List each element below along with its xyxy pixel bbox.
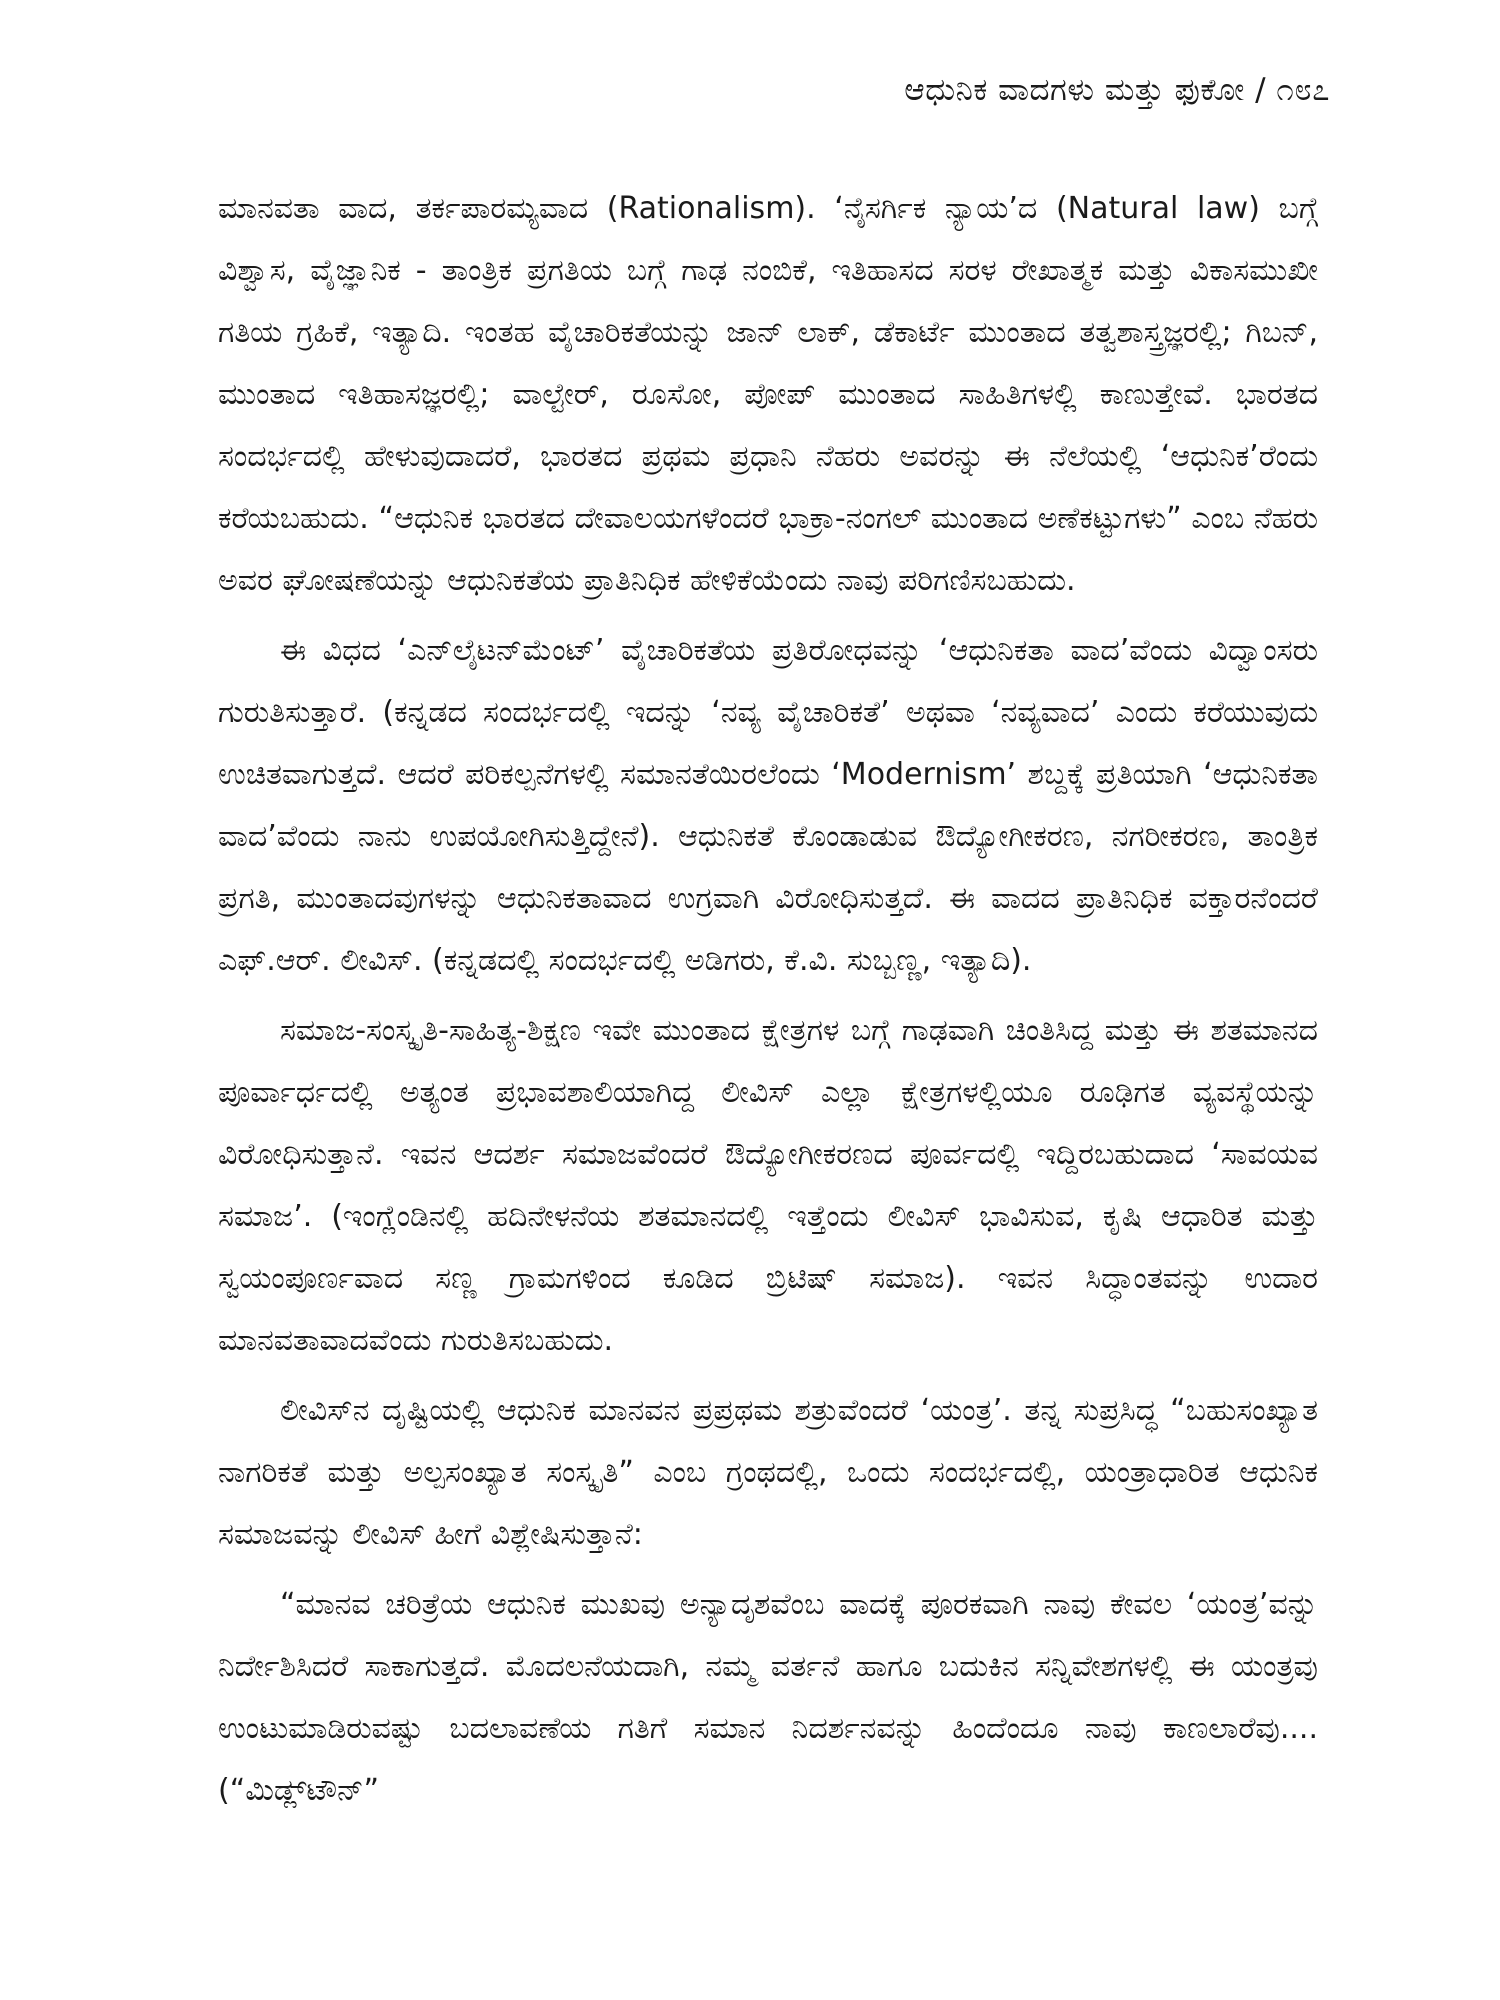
paragraph-3: ಸಮಾಜ-ಸಂಸ್ಕೃತಿ-ಸಾಹಿತ್ಯ-ಶಿಕ್ಷಣ ಇವೇ ಮುಂತಾದ ಕ್ಷೇತ್ರಗಳ ಬಗ್ಗೆ ಗಾಢವಾಗಿ ಚಿಂತಿಸಿದ್ದ ಮತ್ತು ಈ ಶತಮಾನದ ಪೂರ್ವಾರ್ಧದಲ್ಲಿ ಅತ್ಯಂತ ಪ್ರಭಾವಶಾಲಿಯಾಗಿದ್ದ ಲೀವಿಸ್ ಎಲ್ಲಾ ಕ್ಷೇತ್ರಗಳಲ್ಲಿಯೂ ರೂಢಿಗತ ವ್ಯವಸ್ಥೆಯನ್ನು ವಿರೋಧಿಸುತ್ತಾನೆ. ಇವನ ಆದರ್ಶ ಸಮಾಜವೆಂದರೆ ಔದ್ಯೋಗೀಕರಣದ ಪೂರ್ವದಲ್ಲಿ ಇದ್ದಿರಬಹುದಾದ ‘ಸಾವಯವ ಸಮಾಜ’. (ಇಂಗ್ಲೆಂಡಿನಲ್ಲಿ ಹದಿನೇಳನೆಯ ಶತಮಾನದಲ್ಲಿ ಇತ್ತೆಂದು ಲೀವಿಸ್ ಭಾವಿಸುವ, ಕೃಷಿ ಆಧಾರಿತ ಮತ್ತು ಸ್ವಯಂಪೂರ್ಣವಾದ ಸಣ್ಣ ಗ್ರಾಮಗಳಿಂದ ಕೂಡಿದ ಬ್ರಿಟಿಷ್ ಸಮಾಜ). ಇವನ ಸಿದ್ಧಾಂತವನ್ನು ಉದಾರ ಮಾನವತಾವಾದವೆಂದು ಗುರುತಿಸಬಹುದು. xyxy=(218,1013,1318,1358)
paragraph-4: ಲೀವಿಸ್‌ನ ದೃಷ್ಟಿಯಲ್ಲಿ ಆಧುನಿಕ ಮಾನವನ ಪ್ರಪ್ರಥಮ ಶತ್ರುವೆಂದರೆ ‘ಯಂತ್ರ’. ತನ್ನ ಸುಪ್ರಸಿದ್ಧ “ಬಹುಸಂಖ್ಯಾತ ನಾಗರಿಕತೆ ಮತ್ತು ಅಲ್ಪಸಂಖ್ಯಾತ ಸಂಸ್ಕೃತಿ” ಎಂಬ ಗ್ರಂಥದಲ್ಲಿ, ಒಂದು ಸಂದರ್ಭದಲ್ಲಿ, ಯಂತ್ರಾಧಾರಿತ ಆಧುನಿಕ ಸಮಾಜವನ್ನು ಲೀವಿಸ್ ಹೀಗೆ ವಿಶ್ಲೇಷಿಸುತ್ತಾನೆ: xyxy=(218,1393,1318,1552)
paragraph-1: ಮಾನವತಾ ವಾದ, ತರ್ಕಪಾರಮ್ಯವಾದ (Rationalism). ‘ನೈಸರ್ಗಿಕ ನ್ಯಾಯ’ದ (Natural law) ಬಗ್ಗೆ ವಿಶ್ವಾಸ, ವೈಜ್ಞಾನಿಕ - ತಾಂತ್ರಿಕ ಪ್ರಗತಿಯ ಬಗ್ಗೆ ಗಾಢ ನಂಬಿಕೆ, ಇತಿಹಾಸದ ಸರಳ ರೇಖಾತ್ಮಕ ಮತ್ತು ವಿಕಾಸಮುಖೀ ಗತಿಯ ಗ್ರಹಿಕೆ, ಇತ್ಯಾದಿ. ಇಂತಹ ವೈಚಾರಿಕತೆಯನ್ನು ಜಾನ್ ಲಾಕ್, ಡೆಕಾರ್ಟೆ ಮುಂತಾದ ತತ್ವಶಾಸ್ತ್ರಜ್ಞರಲ್ಲಿ; ಗಿಬನ್, ಮುಂತಾದ ಇತಿಹಾಸಜ್ಞರಲ್ಲಿ; ವಾಲ್ಟೇರ್, ರೂಸೋ, ಪೋಪ್ ಮುಂತಾದ ಸಾಹಿತಿಗಳಲ್ಲಿ ಕಾಣುತ್ತೇವೆ. ಭಾರತದ ಸಂದರ್ಭದಲ್ಲಿ ಹೇಳುವುದಾದರೆ, ಭಾರತದ ಪ್ರಥಮ ಪ್ರಧಾನಿ ನೆಹರು ಅವರನ್ನು ಈ ನೆಲೆಯಲ್ಲಿ ‘ಆಧುನಿಕ’ರೆಂದು ಕರೆಯಬಹುದು. “ಆಧುನಿಕ ಭಾರತದ ದೇವಾಲಯಗಳೆಂದರೆ ಭಾಕ್ರಾ-ನಂಗಲ್ ಮುಂತಾದ ಅಣೆಕಟ್ಟುಗಳು” ಎಂಬ ನೆಹರು ಅವರ ಘೋಷಣೆಯನ್ನು ಆಧುನಿಕತೆಯ ಪ್ರಾತಿನಿಧಿಕ ಹೇಳಿಕೆಯೆಂದು ನಾವು ಪರಿಗಣಿಸಬಹುದು. xyxy=(218,191,1318,598)
body-text xyxy=(218,178,1318,1822)
paragraph-5-quote: “ಮಾನವ ಚರಿತ್ರೆಯ ಆಧುನಿಕ ಮುಖವು ಅನ್ಯಾದೃಶವೆಂಬ ವಾದಕ್ಕೆ ಪೂರಕವಾಗಿ ನಾವು ಕೇವಲ ‘ಯಂತ್ರ’ವನ್ನು ನಿರ್ದೇಶಿಸಿದರೆ ಸಾಕಾಗುತ್ತದೆ. ಮೊದಲನೆಯದಾಗಿ, ನಮ್ಮ ವರ್ತನೆ ಹಾಗೂ ಬದುಕಿನ ಸನ್ನಿವೇಶಗಳಲ್ಲಿ ಈ ಯಂತ್ರವು ಉಂಟುಮಾಡಿರುವಷ್ಟು ಬದಲಾವಣೆಯ ಗತಿಗೆ ಸಮಾನ ನಿದರ್ಶನವನ್ನು ಹಿಂದೆಂದೂ ನಾವು ಕಾಣಲಾರೆವು.... (“ಮಿಡ್ಲ್‌ಟೌನ್” xyxy=(218,1587,1318,1808)
paragraph-2: ಈ ವಿಧದ ‘ಎನ್‌ಲೈಟನ್‌ಮೆಂಟ್’ ವೈಚಾರಿಕತೆಯ ಪ್ರತಿರೋಧವನ್ನು ‘ಆಧುನಿಕತಾ ವಾದ’ವೆಂದು ವಿದ್ವಾಂಸರು ಗುರುತಿಸುತ್ತಾರೆ. (ಕನ್ನಡದ ಸಂದರ್ಭದಲ್ಲಿ ಇದನ್ನು ‘ನವ್ಯ ವೈಚಾರಿಕತೆ’ ಅಥವಾ ‘ನವ್ಯವಾದ’ ಎಂದು ಕರೆಯುವುದು ಉಚಿತವಾಗುತ್ತದೆ. ಆದರೆ ಪರಿಕಲ್ಪನೆಗಳಲ್ಲಿ ಸಮಾನತೆಯಿರಲೆಂದು ‘Modernism’ ಶಬ್ದಕ್ಕೆ ಪ್ರತಿಯಾಗಿ ‘ಆಧುನಿಕತಾ ವಾದ’ವೆಂದು ನಾನು ಉಪಯೋಗಿಸುತ್ತಿದ್ದೇನೆ). ಆಧುನಿಕತೆ ಕೊಂಡಾಡುವ ಔದ್ಯೋಗೀಕರಣ, ನಗರೀಕರಣ, ತಾಂತ್ರಿಕ ಪ್ರಗತಿ, ಮುಂತಾದವುಗಳನ್ನು ಆಧುನಿಕತಾವಾದ ಉಗ್ರವಾಗಿ ವಿರೋಧಿಸುತ್ತದೆ. ಈ ವಾದದ ಪ್ರಾತಿನಿಧಿಕ ವಕ್ತಾರನೆಂದರೆ ಎಫ್.ಆರ್. ಲೀವಿಸ್. (ಕನ್ನಡದಲ್ಲಿ ಸಂದರ್ಭದಲ್ಲಿ ಅಡಿಗರು, ಕೆ.ವಿ. ಸುಬ್ಬಣ್ಣ, ಇತ್ಯಾದಿ). xyxy=(218,633,1318,978)
running-head: ಆಧುನಿಕ ವಾದಗಳು ಮತ್ತು ಫುಕೋ / ೧೮೭ xyxy=(904,72,1330,108)
